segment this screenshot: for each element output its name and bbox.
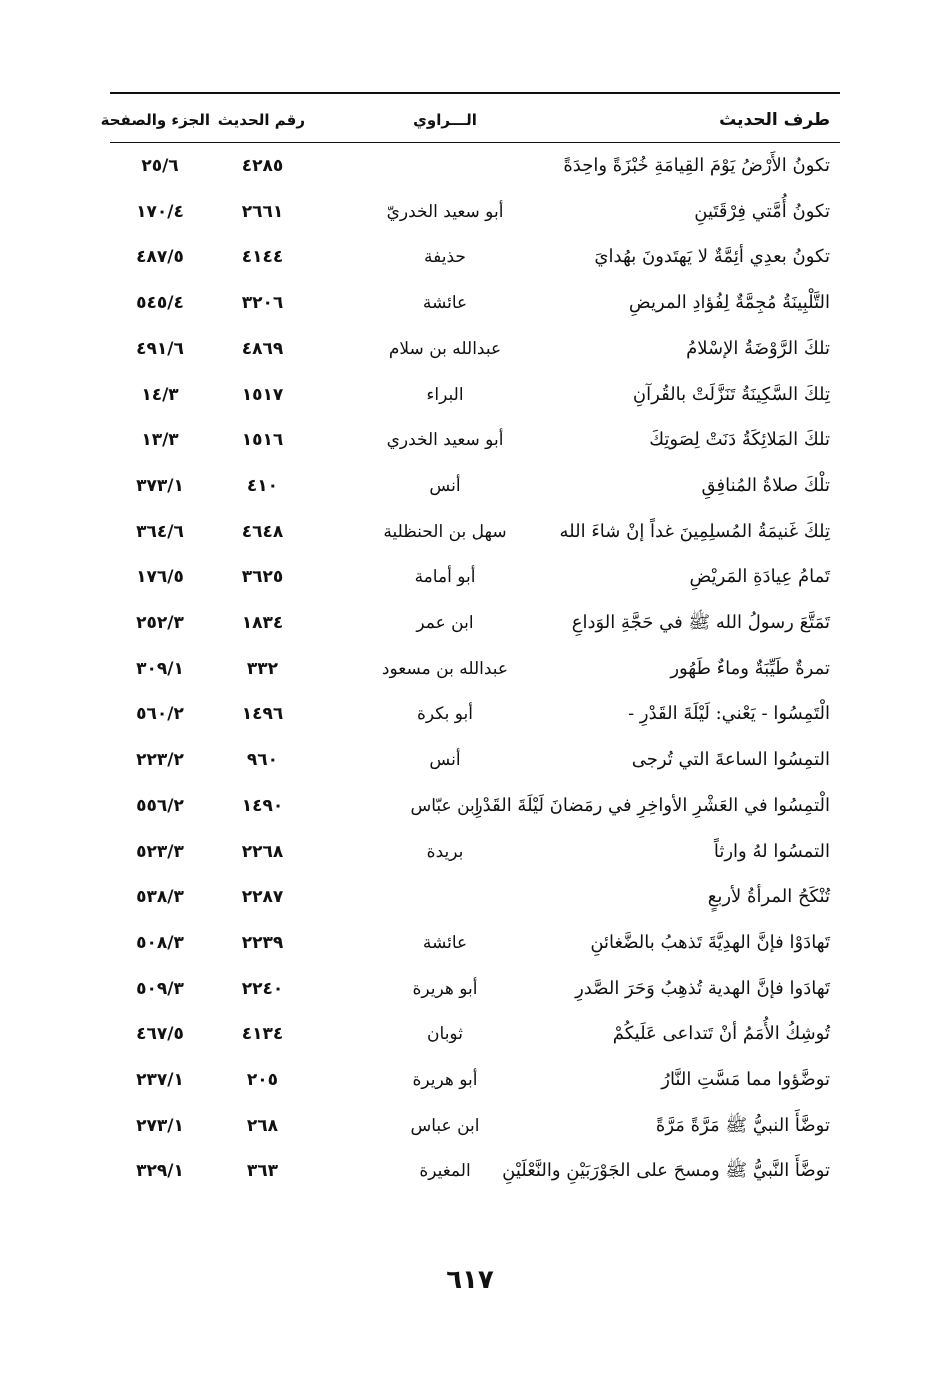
hadith-rawi: ابن عمر <box>416 613 474 633</box>
table-row <box>110 786 840 826</box>
table-row <box>110 237 840 277</box>
table-row <box>110 969 840 1009</box>
hadith-rawi <box>360 146 530 186</box>
table-row <box>110 649 840 689</box>
hadith-rawi: البراء <box>426 384 464 405</box>
table-row <box>110 466 840 506</box>
hadith-number: ١٤٩٦ <box>241 704 284 725</box>
table-header <box>100 100 840 140</box>
volume-page: ٥٤٥/٤ <box>136 293 184 314</box>
hadith-number: ٤٨٦٩ <box>241 338 284 359</box>
table-row <box>110 1060 840 1100</box>
hadith-number: ١٤٩٠ <box>241 795 284 816</box>
hadith-number: ١٨٣٤ <box>241 613 284 633</box>
hadith-number: ٢٢٨٧ <box>241 887 284 908</box>
hadith-number: ٢٢٦٨ <box>241 841 284 862</box>
hadith-tarf: تلكَ المَلائِكَةُ دَنَتْ لِصَوتِكَ <box>649 429 830 451</box>
table-row <box>110 1014 840 1054</box>
hadith-rawi: عبدالله بن مسعود <box>381 658 509 679</box>
hadith-tarf: تُنْكَحُ المرأةُ لأربعٍ <box>707 886 830 908</box>
volume-page: ٢٧٣/١ <box>136 1115 184 1136</box>
volume-page: ٣٢٩/١ <box>136 1161 184 1182</box>
volume-page: ٥٢٣/٣ <box>136 841 184 862</box>
hadith-rawi: حذيفة <box>424 247 466 268</box>
hadith-tarf: تَمَتَّعَ رسولُ الله ﷺ في حَجَّةِ الوَداعِ <box>571 612 830 633</box>
header-rawi: الـــراوي <box>413 111 477 129</box>
table-row <box>110 146 840 186</box>
table-row <box>110 603 840 643</box>
volume-page: ٤٩١/٦ <box>136 338 184 359</box>
hadith-rawi: بريدة <box>426 841 464 862</box>
hadith-rawi: ثوبان <box>427 1024 463 1045</box>
volume-page: ١٤/٣ <box>141 384 179 405</box>
hadith-rawi: أبو بكرة <box>416 704 474 725</box>
volume-page: ١٧٠/٤ <box>136 201 184 222</box>
hadith-tarf: توضَّأَ النبيُّ ﷺ مَرَّةً مَرَّةً <box>655 1114 830 1136</box>
hadith-tarf: تَهادَوا فإنَّ الهدية تُذهِبُ وَحَرَ الصَّدرِ <box>575 977 830 999</box>
table-row <box>110 329 840 369</box>
hadith-tarf: تُوشِكُ الأُمَمُ أنْ تَتداعى عَلَيكُمْ <box>612 1023 830 1045</box>
hadith-tarf: تِلكَ غَنيمَةُ المُسلِمِينَ غداً إنْ شاءَ الله <box>559 520 830 542</box>
hadith-number: ٤١٤٤ <box>241 247 284 268</box>
hadith-tarf: التمسُوا لهُ وارثاً <box>713 840 830 862</box>
volume-page: ٥٠٨/٣ <box>136 932 184 953</box>
hadith-rawi: أنس <box>429 475 461 496</box>
volume-page: ٣٦٤/٦ <box>136 521 184 542</box>
table-row <box>110 420 840 460</box>
hadith-rawi: سهل بن الحنظلية <box>383 521 507 542</box>
hadith-rawi: ابن عباس <box>410 1115 480 1136</box>
hadith-tarf: تَهادَوْا فإنَّ الهدِيَّةَ تَذهبُ بالضَّغائنِ <box>590 931 830 953</box>
table-row <box>110 832 840 872</box>
hadith-number: ١٥١٧ <box>241 384 284 405</box>
hadith-number: ٢٢٤٠ <box>241 978 284 999</box>
hadith-rawi: أبو سعيد الخدريّ <box>386 201 504 222</box>
hadith-tarf: التمِسُوا الساعةَ التي تُرجى <box>631 749 830 771</box>
table-row <box>110 1151 840 1191</box>
hadith-tarf: تكونُ بعدِي أئِمَّةٌ لا يَهتَدونَ بهُدايَ <box>594 246 830 268</box>
header-rule <box>110 142 840 143</box>
hadith-rawi: أنس <box>429 750 461 771</box>
volume-page: ١٣/٣ <box>141 430 179 451</box>
table-row <box>110 877 840 917</box>
hadith-tarf: تِلكَ السَّكِينَةُ تَنَزَّلَتْ بالقُرآنِ <box>632 383 830 405</box>
header-juz: الجزء والصفحة <box>100 111 210 129</box>
table-row <box>110 923 840 963</box>
hadith-number: ٩٦٠ <box>246 750 279 771</box>
hadith-number: ١٥١٦ <box>241 430 284 451</box>
volume-page: ٢٣٧/١ <box>136 1070 184 1090</box>
volume-page: ٥٥٦/٢ <box>136 795 184 816</box>
hadith-tarf: تكونُ الأَرْضُ يَوْمَ القِيامَةِ خُبْزَةً واحِدَةً <box>563 155 830 176</box>
hadith-tarf: تكونُ أُمَّتي فِرْقَتَينِ <box>694 200 830 222</box>
header-raqm: رقم الحديث <box>217 111 305 129</box>
header-tarf: طرف الحديث <box>719 110 830 130</box>
table-row <box>110 1106 840 1146</box>
hadith-tarf: تَمامُ عِيادَةِ المَريْضِ <box>689 566 830 588</box>
hadith-rawi: عبدالله بن سلام <box>388 338 502 359</box>
page-number: ٦١٧ <box>446 1265 494 1295</box>
table-row <box>110 375 840 415</box>
hadith-number: ٤٢٨٥ <box>241 156 284 176</box>
volume-page: ٤٨٧/٥ <box>136 247 184 268</box>
volume-page: ١٧٦/٥ <box>136 567 184 588</box>
hadith-tarf: الْتمِسُوا في العَشْرِ الأواخِرِ في رمَضانَ لَيْلَةَ القَدْرِ <box>473 794 830 816</box>
table-row <box>110 740 840 780</box>
hadith-rawi: أبو سعيد الخدري <box>386 430 504 451</box>
hadith-rawi: المغيرة <box>419 1161 471 1182</box>
table-row <box>110 557 840 597</box>
hadith-number: ٢٢٣٩ <box>241 932 284 953</box>
hadith-rawi: عائشة <box>422 293 468 314</box>
hadith-number: ٣٦٣ <box>246 1161 279 1182</box>
hadith-rawi: عائشة <box>422 932 468 953</box>
volume-page: ٥٣٨/٣ <box>136 887 184 908</box>
hadith-tarf: توضَّأَ النَّبيُّ ﷺ ومسحَ على الجَوْرَبَيْنِ والنَّعْلَيْنِ <box>502 1160 830 1182</box>
volume-page: ٥٠٩/٣ <box>136 978 184 999</box>
top-rule <box>110 92 840 94</box>
hadith-number: ٤٦٤٨ <box>241 521 284 542</box>
table-row <box>110 694 840 734</box>
table-row <box>110 512 840 552</box>
table-row <box>110 283 840 323</box>
hadith-rawi: أبو هريرة <box>412 1070 478 1090</box>
hadith-number: ٤١٠ <box>246 475 279 496</box>
hadith-rawi <box>360 877 530 917</box>
volume-page: ٥٦٠/٢ <box>136 704 184 725</box>
hadith-number: ٣٣٢ <box>246 658 279 679</box>
hadith-tarf: تلْكَ صلاةُ المُنافِقِ <box>701 474 830 496</box>
volume-page: ٣٧٣/١ <box>136 475 184 496</box>
hadith-number: ٢٦٦١ <box>241 201 284 222</box>
hadith-number: ٣٦٢٥ <box>241 567 284 588</box>
hadith-number: ٣٢٠٦ <box>241 293 284 314</box>
volume-page: ٣٠٩/١ <box>136 658 184 679</box>
hadith-tarf: التَّلْبِينَةُ مُجِمَّةٌ لِفُؤادِ المريضِ <box>628 292 830 314</box>
hadith-rawi: ابن عبّاس <box>410 795 480 816</box>
hadith-tarf: الْتَمِسُوا - يَعْني: لَيْلَةَ القَدْرِ - <box>628 703 830 725</box>
hadith-tarf: تلكَ الرَّوْضَةُ الإسْلامُ <box>686 337 830 359</box>
table-row <box>110 192 840 232</box>
volume-page: ٢٥٢/٣ <box>136 613 184 633</box>
hadith-number: ٤١٣٤ <box>241 1024 284 1045</box>
volume-page: ٢٥/٦ <box>141 156 179 176</box>
hadith-tarf: توضَّؤوا مما مَسَّتِ النَّارُ <box>661 1069 830 1090</box>
hadith-rawi: أبو أمامة <box>414 567 476 588</box>
volume-page: ٤٦٧/٥ <box>136 1024 184 1045</box>
hadith-number: ٢٠٥ <box>246 1070 279 1090</box>
hadith-tarf: تمرةٌ طَيِّبَةٌ وماءٌ طَهُور <box>670 657 830 679</box>
hadith-rawi: أبو هريرة <box>412 978 478 999</box>
hadith-number: ٢٦٨ <box>246 1115 279 1136</box>
volume-page: ٢٢٣/٢ <box>136 750 184 771</box>
